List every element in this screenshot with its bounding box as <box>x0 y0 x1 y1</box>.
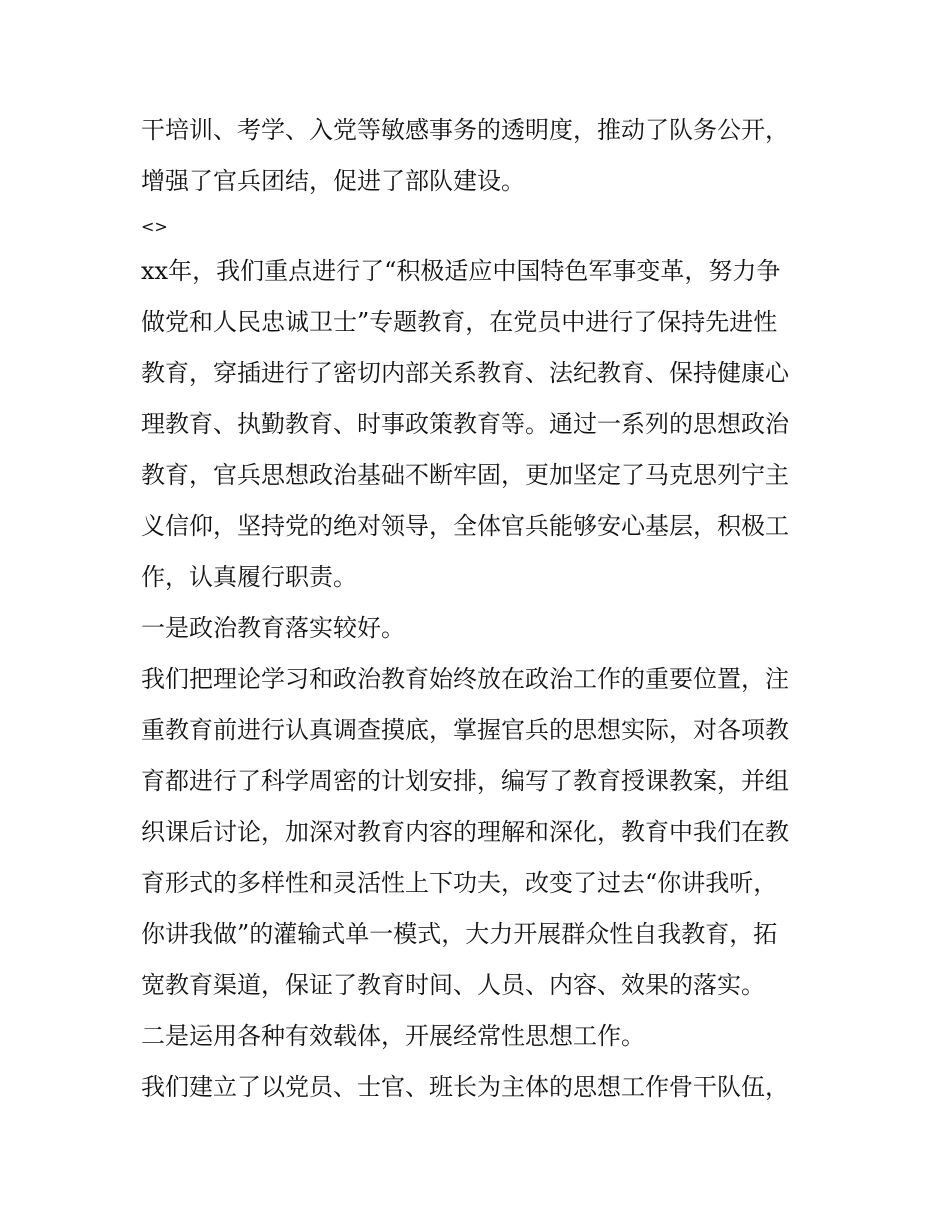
document-body <box>141 105 821 1113</box>
text-line: 我们建立了以党员、士官、班长为主体的思想工作骨干队伍， <box>141 1073 789 1101</box>
text-line: 干培训、考学、入党等敏感事务的透明度，推动了队务公开， <box>141 116 789 144</box>
text-line: 增强了官兵团结，促进了部队建设。 <box>141 167 525 195</box>
text-line: 作，认真履行职责。 <box>141 563 357 591</box>
text-line: 义信仰，坚持党的绝对领导，全体官兵能够安心基层，积极工 <box>141 512 789 540</box>
section-heading: 一是政治教育落实较好。 <box>141 614 405 642</box>
text-line: 育形式的多样性和灵活性上下功夫，改变了过去“你讲我听， <box>141 869 778 897</box>
text-line: 重教育前进行认真调查摸底，掌握官兵的思想实际，对各项教 <box>141 716 789 744</box>
section-marker: <> <box>141 217 168 236</box>
text-line: 育都进行了科学周密的计划安排，编写了教育授课教案，并组 <box>141 767 789 795</box>
section-heading: 二是运用各种有效载体，开展经常性思想工作。 <box>141 1022 645 1050</box>
text-line: 教育，官兵思想政治基础不断牢固，更加坚定了马克思列宁主 <box>141 461 789 489</box>
text-line: 我们把理论学习和政治教育始终放在政治工作的重要位置，注 <box>141 665 789 693</box>
text-line: 织课后讨论，加深对教育内容的理解和深化，教育中我们在教 <box>141 818 789 846</box>
text-line: 宽教育渠道，保证了教育时间、人员、内容、效果的落实。 <box>141 971 765 999</box>
text-line: 你讲我做”的灌输式单一模式，大力开展群众性自我教育，拓 <box>141 920 778 948</box>
text-line: 教育，穿插进行了密切内部关系教育、法纪教育、保持健康心 <box>141 359 789 387</box>
text-line: 做党和人民忠诚卫士”专题教育，在党员中进行了保持先进性 <box>141 308 778 336</box>
text-line: 理教育、执勤教育、时事政策教育等。通过一系列的思想政治 <box>141 410 789 438</box>
text-line: xx年，我们重点进行了“积极适应中国特色军事变革，努力争 <box>141 257 781 285</box>
